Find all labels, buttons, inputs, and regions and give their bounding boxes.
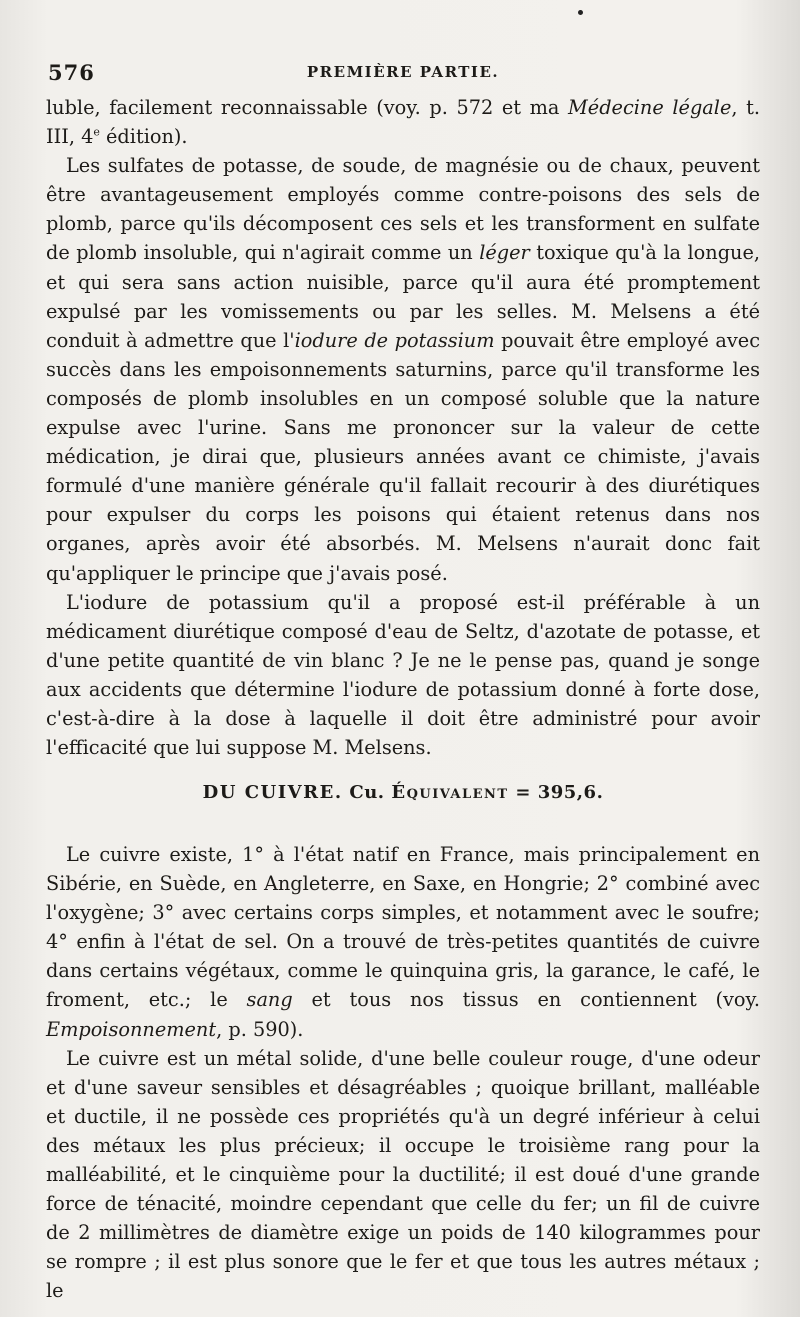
- text-run: édition).: [99, 125, 188, 149]
- italic-text: Médecine légale: [568, 96, 732, 119]
- section-symbol: Cu.: [349, 782, 385, 803]
- text-run: L'iodure de potassium qu'il a proposé est-il préférable à un médicament diurétique composé d'eau de Seltz, d'azotate de potasse, et d'une petite quantité de vin blanc ? Je ne le pense pas, quand je songe aux accidents que détermine l'iodure de potassium donné à forte dose, c'est-à-dire à la dose à laquelle il doit être administré pour avoir l'efficacité que lui suppose M. Melsens.: [46, 590, 760, 760]
- text-run: Les sulfates de potasse, de soude, de magnésie ou de chaux, peuvent être avantageusement employés comme contre-poisons des sels de plomb, parce qu'ils décomposent ces sels et les transforment en sulfate de plomb insoluble, qui n'agirait comme un: [46, 154, 760, 265]
- page-header: [48, 60, 758, 90]
- section-title: DU CUIVRE.: [202, 782, 343, 803]
- paragraph: [46, 151, 760, 587]
- italic-text: sang: [246, 988, 293, 1012]
- section-heading: [46, 782, 760, 803]
- text-run: , p. 590).: [216, 1017, 304, 1041]
- body-text-top: [46, 93, 760, 762]
- text-run: luble, facilement reconnaissable (voy. p. 572 et ma: [46, 96, 569, 119]
- italic-text: léger: [479, 241, 530, 265]
- page-number: 576: [48, 60, 95, 85]
- italic-text: Empoisonnement: [46, 1017, 217, 1041]
- paragraph: [46, 588, 760, 763]
- body-text-bottom: [46, 840, 760, 1306]
- text-run: toxique qu'à la longue, et qui sera sans action nuisible, parce qu'il aura été promptement expulsé par les vomissements ou par les selles. M. Melsens a été conduit à admettre que l': [46, 241, 761, 352]
- text-run: pouvait être employé avec succès dans les empoisonnements saturnins, parce qu'il transforme les composés de plomb insolubles en un composé soluble que la nature expulse avec l'urine. Sans me prononcer sur la valeur de cette médication, je dirai que, plusieurs années avant ce chimiste, j'avais formulé d'une manière générale qu'il fallait recourir à des diurétiques pour expulser du corps les poisons qui étaient retenus dans nos organes, après avoir été absorbés. M. Melsens n'aurait donc fait qu'appliquer le principe que j'avais posé.: [46, 328, 760, 585]
- text-run: et tous nos tissus en contiennent (voy.: [292, 988, 761, 1012]
- paragraph: [46, 1044, 760, 1306]
- running-head: PREMIÈRE PARTIE.: [306, 63, 500, 81]
- italic-text: iodure de potassium: [294, 328, 495, 352]
- text-run: Le cuivre est un métal solide, d'une belle couleur rouge, d'une odeur et d'une saveur sensibles et désagréables ; quoique brillant, malléable et ductile, il ne possède ces propriétés qu'à un degré inférieur à celui des métaux les plus précieux; il occupe le troisième rang pour la malléabilité, et le cinquième pour la ductilité; il est doué d'une grande force de ténacité, moindre cependant que celle du fer; un fil de cuivre de 2 millimètres de diamètre exige un poids de 140 kilogrammes pour se rompre ; il est plus sonore que le fer et que tous les autres métaux ; le: [46, 1046, 760, 1303]
- equivalent-value: = 395,6.: [515, 782, 604, 803]
- superscript: e: [93, 125, 100, 139]
- paragraph: [46, 93, 760, 151]
- paragraph: [46, 840, 760, 1044]
- text-run: , t. III, 4: [46, 96, 760, 149]
- text-run: Le cuivre existe, 1° à l'état natif en France, mais principalement en Sibérie, en Suède, en Angleterre, en Saxe, en Hongrie; 2° combiné avec l'oxygène; 3° avec certains corps simples, et notamment avec le soufre; 4° enfin à l'état de sel. On a trouvé de très-petites quantités de cuivre dans certains végétaux, comme le quinquina gris, la garance, le café, le froment, etc.; le: [46, 843, 760, 1012]
- ink-speck: [578, 10, 583, 15]
- equivalent-label: Équivalent: [391, 782, 509, 803]
